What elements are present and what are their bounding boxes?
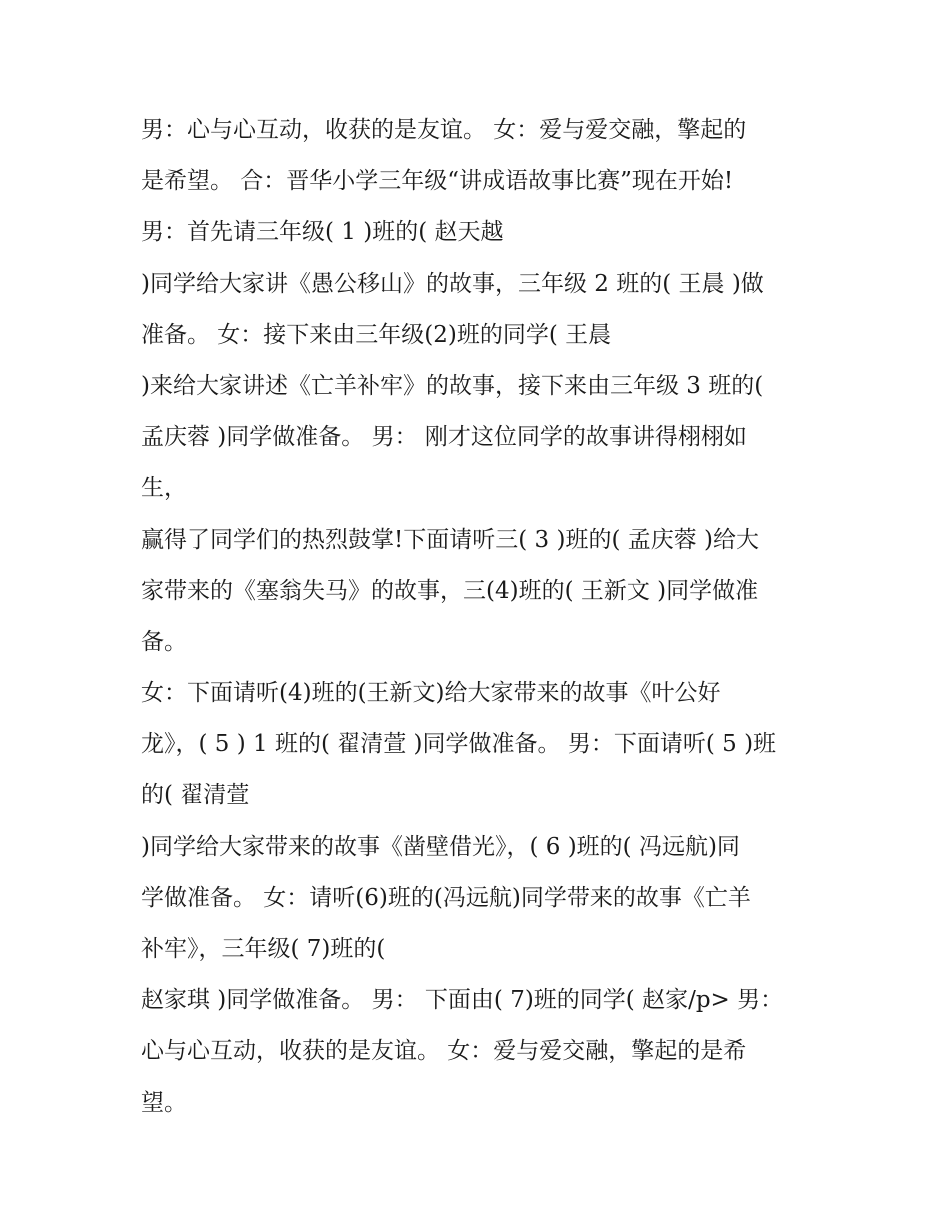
text-line: )同学给大家讲《愚公移山》的故事，三年级 2 班的( 王晨 )做 <box>141 270 764 297</box>
text-line: 龙》，( 5 ) 1 班的( 翟清萱 )同学做准备。 男：下面请听( 5 )班 <box>141 731 777 758</box>
text-line: 赵家琪 )同学做准备。 男： 下面由( 7)班的同学( 赵家/p> 男： <box>141 987 784 1014</box>
text-line: 男：首先请三年级( 1 )班的( 赵天越 <box>141 219 504 246</box>
text-line: 赢得了同学们的热烈鼓掌!下面请听三( 3 )班的( 孟庆蓉 )给大 <box>141 526 760 553</box>
body-text <box>141 105 821 1129</box>
text-line: 男：心与心互动，收获的是友谊。 女：爱与爱交融，擎起的 <box>141 117 747 143</box>
text-line: 孟庆蓉 )同学做准备。 男： 刚才这位同学的故事讲得栩栩如 <box>141 424 747 451</box>
text-line: )来给大家讲述《亡羊补牢》的故事，接下来由三年级 3 班的( <box>141 372 764 399</box>
text-line: 生， <box>141 475 187 502</box>
text-line: )同学给大家带来的故事《凿壁借光》，( 6 )班的( 冯远航)同 <box>141 833 740 860</box>
text-line: 学做准备。 女：请听(6)班的(冯远航)同学带来的故事《亡羊 <box>141 884 751 911</box>
text-line: 备。 <box>141 628 187 655</box>
text-line: 是希望。 合：晋华小学三年级“讲成语故事比赛”现在开始! <box>141 168 734 195</box>
text-line: 心与心互动，收获的是友谊。 女：爱与爱交融，擎起的是希 <box>141 1038 747 1065</box>
text-line: 补牢》，三年级( 7)班的( <box>141 936 386 962</box>
text-line: 准备。 女：接下来由三年级(2)班的同学( 王晨 <box>141 321 612 348</box>
text-line: 家带来的《塞翁失马》的故事，三(4)班的( 王新文 )同学做准 <box>141 577 759 604</box>
text-line: 的( 翟清萱 <box>141 782 250 809</box>
text-line: 女：下面请听(4)班的(王新文)给大家带来的故事《叶公好 <box>141 680 721 707</box>
text-line: 望。 <box>141 1089 187 1116</box>
